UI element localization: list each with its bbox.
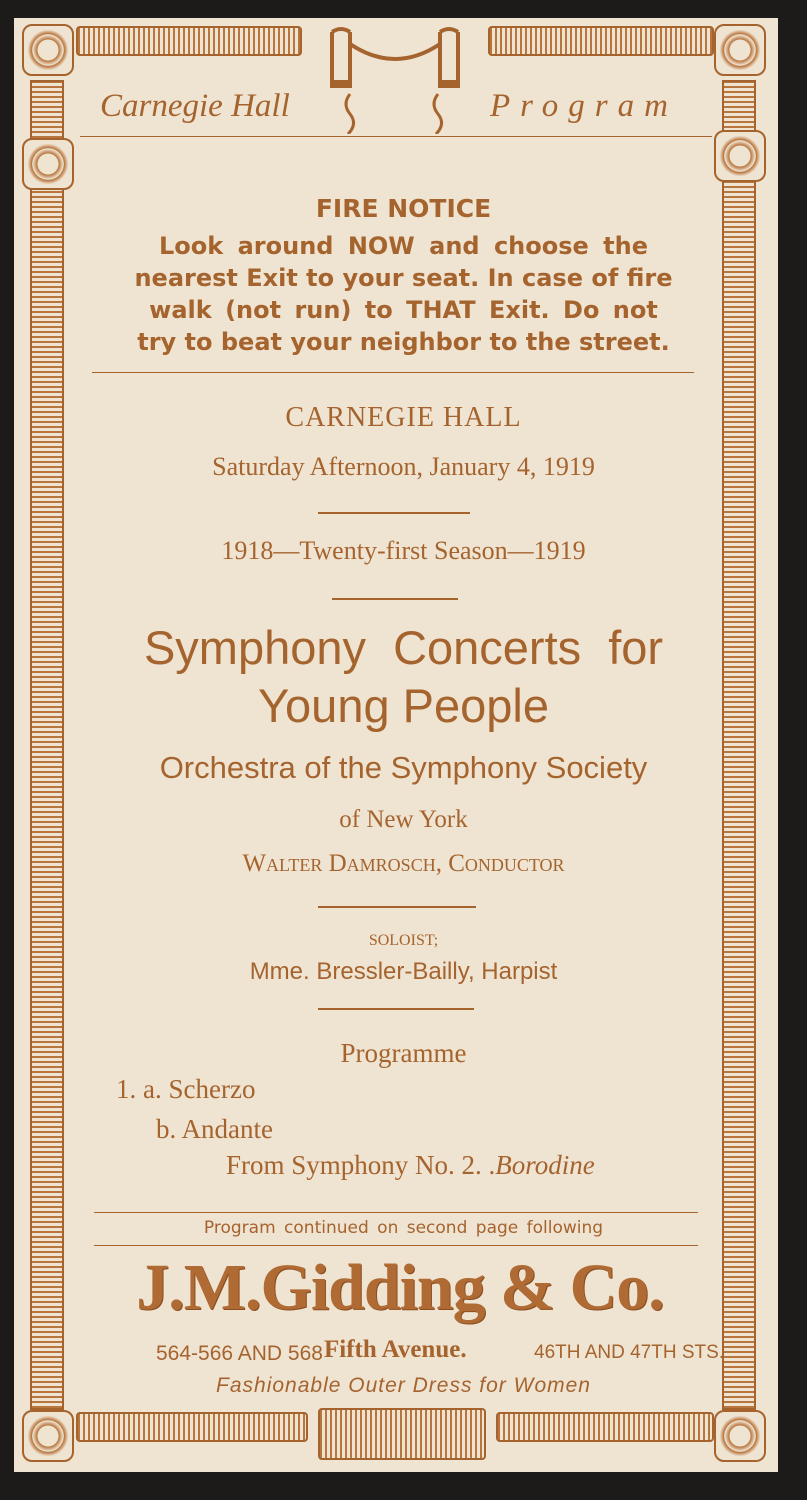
fire-notice-line: walk (not run) to THAT Exit. Do not (149, 296, 658, 324)
bottom-center-ornament (318, 1408, 486, 1460)
composer: Borodine (495, 1150, 595, 1180)
programme-item (116, 1074, 255, 1105)
item-title: Andante (181, 1114, 273, 1144)
header-left: Carnegie Hall (100, 88, 290, 124)
fire-notice-line: nearest Exit to your seat. In case of fire (134, 264, 673, 292)
soloist-label: SOLOIST; (368, 932, 439, 949)
ad-streets: 46TH AND 47TH STS. (534, 1342, 725, 1363)
item-letter: b. (156, 1114, 177, 1144)
divider (92, 372, 694, 373)
lyre-ornament-icon (320, 24, 470, 134)
item-number: 1. (116, 1074, 137, 1104)
venue: CARNEGIE HALL (285, 402, 522, 433)
ad-address: 564-566 AND 568 (156, 1342, 323, 1365)
corner-ornament-icon (714, 1410, 766, 1462)
soloist: Mme. Bressler-Bailly, Harpist (249, 958, 558, 985)
item-title: Scherzo (168, 1074, 256, 1104)
header-divider (80, 136, 712, 137)
ad-tagline: Fashionable Outer Dress for Women (216, 1374, 591, 1397)
corner-ornament-icon (714, 24, 766, 76)
programme-heading: Programme (340, 1038, 467, 1068)
continued-note: Program continued on second page following (203, 1218, 604, 1238)
concert-date: Saturday Afternoon, January 4, 1919 (212, 452, 595, 481)
concert-title: Young People (258, 679, 549, 732)
concert-title: Symphony Concerts for (143, 621, 664, 674)
corner-ornament-icon (714, 130, 766, 182)
divider (318, 906, 476, 908)
top-left-border (76, 26, 302, 56)
corner-ornament-icon (22, 24, 74, 76)
fire-notice-line: Look around NOW and choose the (159, 232, 648, 260)
divider (94, 1245, 698, 1246)
city: of New York (339, 806, 468, 833)
fire-notice-title: FIRE NOTICE (315, 194, 492, 223)
divider (94, 1212, 698, 1213)
divider (318, 1008, 474, 1010)
item-letter: a. (143, 1074, 162, 1104)
divider (332, 598, 458, 600)
conductor: Walter Damrosch, Conductor (242, 850, 565, 877)
fire-notice-line: try to beat your neighbor to the street. (137, 328, 670, 356)
bottom-left-border (76, 1412, 308, 1442)
programme-source (226, 1150, 595, 1181)
bottom-right-border (496, 1412, 714, 1442)
ad-brand-logo: J.M.Gidding & Co. (136, 1251, 664, 1324)
corner-ornament-icon (22, 138, 74, 190)
season: 1918—Twenty-first Season—1919 (221, 536, 586, 565)
orchestra: Orchestra of the Symphony Society (159, 750, 648, 785)
source-text: From Symphony No. 2. . (226, 1150, 496, 1180)
divider (318, 512, 470, 514)
top-right-border (488, 26, 714, 56)
corner-ornament-icon (22, 1410, 74, 1462)
header-right: Program (490, 88, 678, 124)
ad-avenue: Fifth Avenue. (324, 1336, 467, 1363)
programme-item (156, 1114, 273, 1145)
